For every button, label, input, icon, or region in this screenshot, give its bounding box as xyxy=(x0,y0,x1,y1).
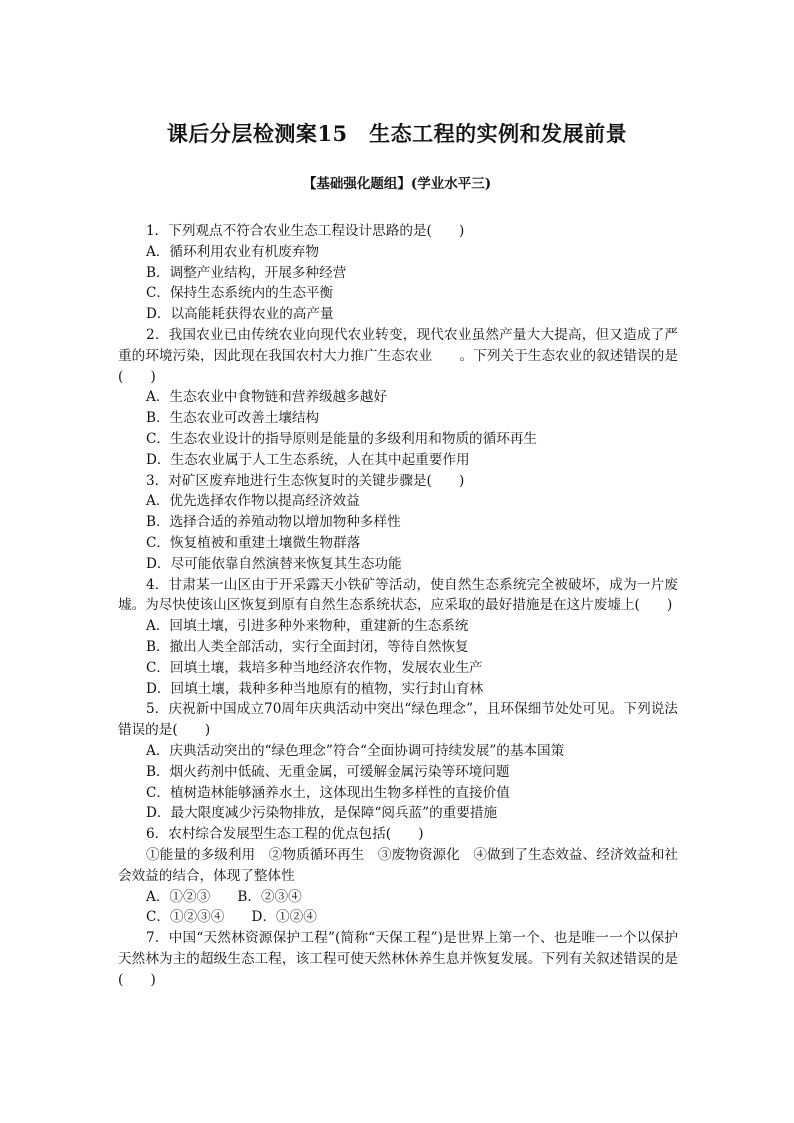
question-list xyxy=(118,221,678,990)
question-2-option-a: A．生态农业中食物链和营养级越多越好 xyxy=(146,389,387,406)
question-2-option-d: D．生态农业属于人工生态系统，人在其中起重要作用 xyxy=(146,451,470,468)
section-heading: 【基础强化题组】(学业水平三) xyxy=(302,176,492,192)
question-1-option-a: A．循环利用农业有机废弃物 xyxy=(146,243,319,260)
question-1-option-b: B．调整产业结构，开展多种经营 xyxy=(146,264,347,281)
question-2-stem: 2．我国农业已由传统农业向现代农业转变，现代农业虽然产量大大提高，但又造成了严重的环境污染，因此现在我国农村大力推广生态农业 。下列关于生态农业的叙述错误的是( ) xyxy=(118,326,678,385)
question-3-stem: 3．对矿区废弃地进行生态恢复时的关键步骤是( ) xyxy=(146,472,465,489)
question-2-option-c: C．生态农业设计的指导原则是能量的多级利用和物质的循环再生 xyxy=(146,430,538,447)
question-6-options-ab: A．①②③ B．②③④ xyxy=(146,888,302,905)
question-6-stem: 6．农村综合发展型生态工程的优点包括( ) xyxy=(146,826,424,843)
question-3-option-b: B．选择合适的养殖动物以增加物种多样性 xyxy=(146,514,401,531)
question-5-option-d: D．最大限度减少污染物排放，是保障“阅兵蓝”的重要措施 xyxy=(146,805,498,822)
question-5-stem: 5．庆祝新中国成立70周年庆典活动中突出“绿色理念”，且环保细节处处可见。下列说法错误的是( ) xyxy=(118,701,678,739)
question-5-option-b: B．烟火药剂中低硫、无重金属，可缓解金属污染等环境问题 xyxy=(146,763,510,780)
question-3-option-d: D．尽可能依靠自然演替来恢复其生态功能 xyxy=(146,555,402,572)
question-3-option-c: C．恢复植被和重建土壤微生物群落 xyxy=(146,534,361,551)
question-4-option-d: D．回填土壤，栽种多种当地原有的植物，实行封山育林 xyxy=(146,680,484,697)
question-5-option-c: C．植树造林能够涵养水土，这体现出生物多样性的直接价值 xyxy=(146,784,510,801)
question-6-note: ①能量的多级利用 ②物质循环再生 ③废物资源化 ④做到了生态效益、经济效益和社会效益的结合，体现了整体性 xyxy=(118,846,678,884)
question-7-stem: 7．中国“天然林资源保护工程”(简称“天保工程”)是世界上第一个、也是唯一一个以保护天然林为主的超级生态工程，该工程可使天然林休养生息并恢复发展。下列有关叙述错误的是( ) xyxy=(118,930,678,988)
question-1-option-c: C．保持生态系统内的生态平衡 xyxy=(146,285,334,302)
question-6-options-cd: C．①②③④ D．①②④ xyxy=(146,909,317,926)
question-4-option-b: B．撤出人类全部活动，实行全面封闭，等待自然恢复 xyxy=(146,638,469,655)
question-2-option-b: B．生态农业可改善土壤结构 xyxy=(146,410,320,427)
question-4-option-c: C．回填土壤，栽培多种当地经济农作物，发展农业生产 xyxy=(146,659,483,676)
question-1-option-d: D．以高能耗获得农业的高产量 xyxy=(146,306,334,323)
page-title: 课后分层检测案15 生态工程的实例和发展前景 xyxy=(166,121,628,146)
question-4-option-a: A．回填土壤，引进多种外来物种，重建新的生态系统 xyxy=(146,618,469,635)
question-3-option-a: A．优先选择农作物以提高经济效益 xyxy=(146,493,360,510)
question-5-option-a: A．庆典活动突出的“绿色理念”符合“全面协调可持续发展”的基本国策 xyxy=(146,742,565,759)
question-1-stem: 1．下列观点不符合农业生态工程设计思路的是( ) xyxy=(146,223,465,239)
question-4-stem: 4．甘肃某一山区由于开采露天小铁矿等活动，使自然生态系统完全被破坏，成为一片废墟。为尽快使该山区恢复到原有自然生态系统状态，应采取的最好措施是在这片废墟上( ) xyxy=(118,576,678,614)
